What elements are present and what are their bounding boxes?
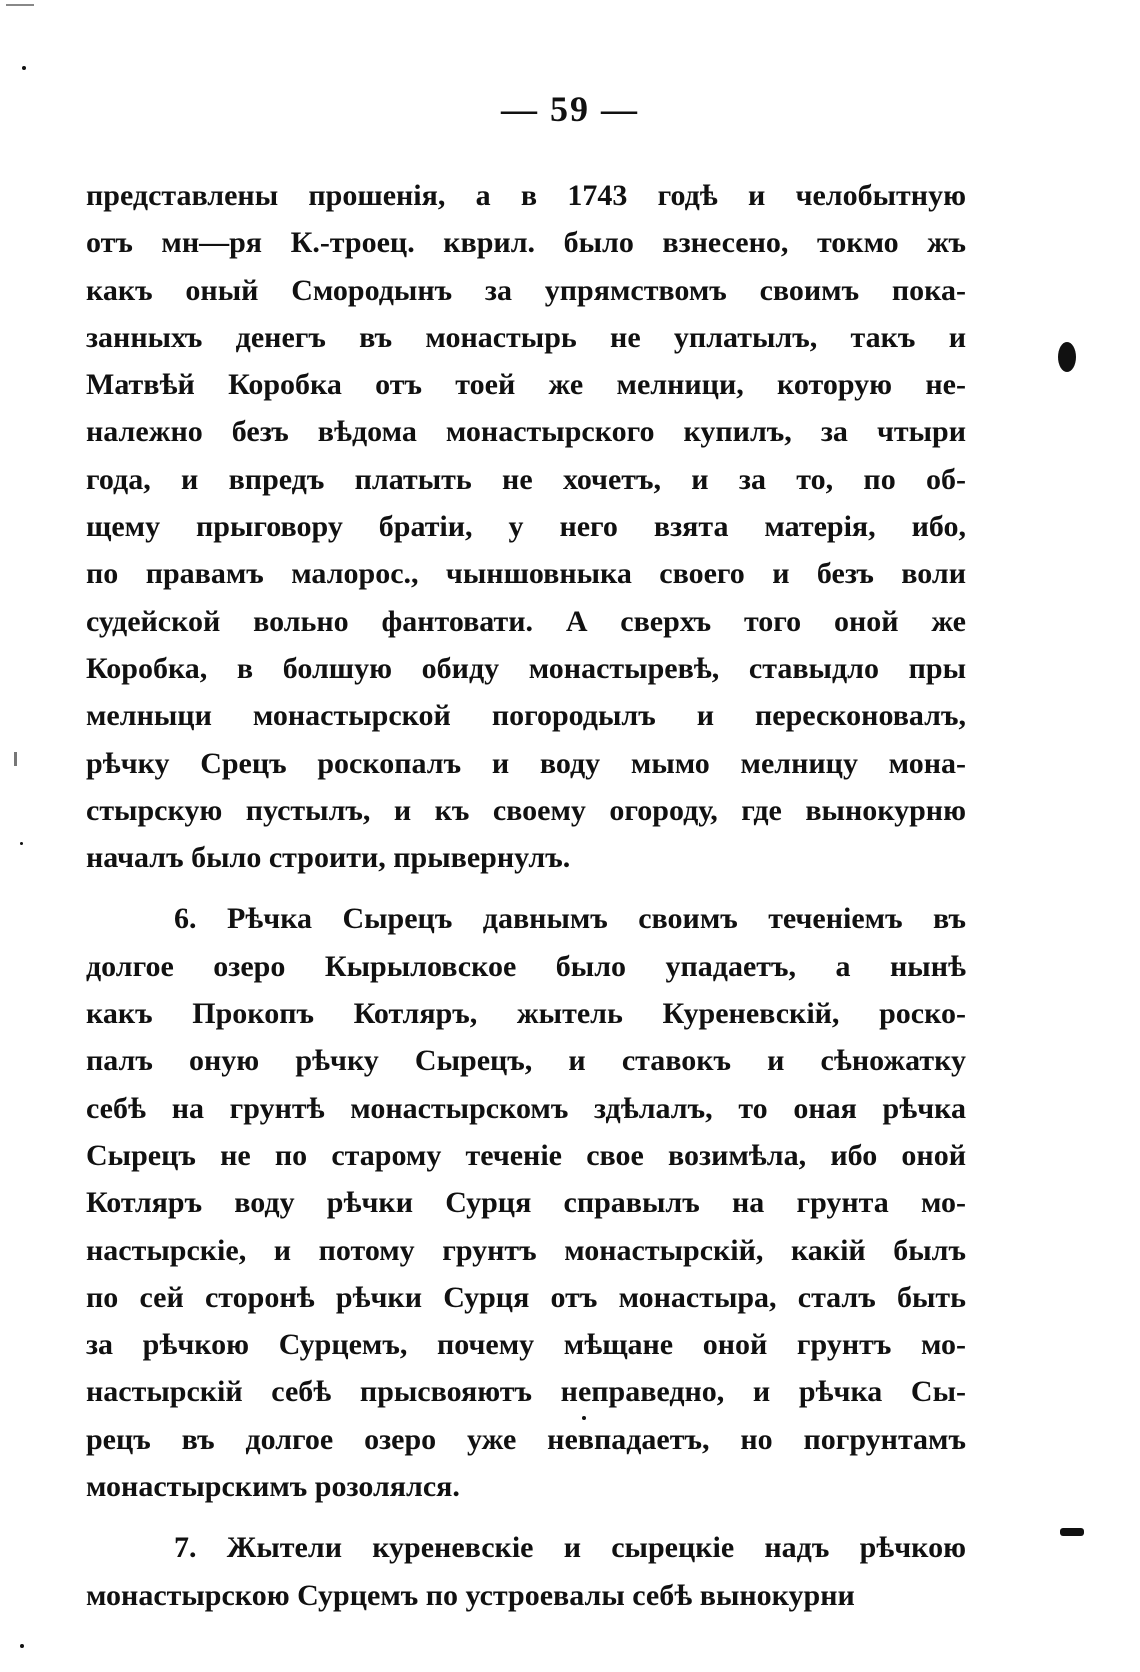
text-line: щему прыговору братіи, у него взята матерія, ибо, <box>86 510 966 544</box>
paragraph-gap <box>86 881 966 895</box>
text-line: рецъ въ долгое озеро уже невпадаетъ, но погрунтамъ <box>86 1422 966 1456</box>
text-line: Котляръ воду рѣчки Сурця справылъ на грунта мо- <box>86 1186 966 1220</box>
text-line: стырскую пустылъ, и къ своему огороду, где вынокурню <box>86 793 966 827</box>
text-line: мелныци монастырской погородылъ и пересконовалъ, <box>86 699 966 733</box>
text-line: долгое озеро Кырыловское было упадаетъ, а нынѣ <box>86 949 966 983</box>
text-line: представлены прошенія, а в 1743 годѣ и челобытную <box>86 179 966 212</box>
text-line: какъ Прокопъ Котляръ, жытель Куреневскій, роско- <box>86 997 966 1031</box>
text-line: началъ было строити, прывернулъ. <box>86 841 571 875</box>
paragraph <box>86 172 966 881</box>
text-line: года, и впредъ платыть не хочетъ, и за то, по об- <box>86 462 966 496</box>
text-line: монастырскою Сурцемъ по устроевалы себѣ вынокурни <box>86 1578 855 1612</box>
text-line: отъ мн—ря К.-троец. кврил. было взнесено, токмо жъ <box>86 226 966 260</box>
scan-speck <box>20 1644 24 1648</box>
text-line: себѣ на грунтѣ монастырскомъ здѣлалъ, то оная рѣчка <box>86 1091 966 1125</box>
text-line: какъ оный Смородынъ за упрямствомъ своимъ пока- <box>86 273 966 307</box>
page-number: — 59 — <box>501 89 639 129</box>
text-line: занныхъ денегъ въ монастырь не уплатылъ, такъ и <box>86 320 966 354</box>
text-line: Сырецъ не по старому теченіе свое возимѣла, ибо оной <box>86 1138 966 1172</box>
text-line: по сей сторонѣ рѣчки Сурця отъ монастыра, сталъ быть <box>86 1280 966 1314</box>
text-line: настырскіе, и потому грунтъ монастырскій, какій былъ <box>86 1233 966 1267</box>
text-line: Матвѣй Коробка отъ тоей же мелници, которую не- <box>86 368 966 402</box>
text-line: настырскій себѣ прысвояютъ неправедно, и рѣчка Сы- <box>86 1375 966 1409</box>
paragraph <box>86 1524 966 1619</box>
text-line: 6. Рѣчка Сырецъ давнымъ своимъ теченіемъ въ <box>174 902 966 936</box>
ink-blot <box>1058 342 1076 372</box>
text-line: рѣчку Срецъ роскопалъ и воду мымо мелницу мона- <box>86 746 966 780</box>
body-text <box>86 172 966 1619</box>
scan-speck <box>20 842 23 845</box>
text-line: по правамъ малорос., чыншовныка своего и безъ воли <box>86 557 966 591</box>
scan-corner-mark <box>6 4 34 6</box>
text-line: за рѣчкою Сурцемъ, почему мѣщане оной грунтъ мо- <box>86 1328 966 1362</box>
scan-speck <box>22 66 26 70</box>
text-line: судейской вольно фантовати. А сверхъ того оной же <box>86 604 966 638</box>
paragraph-gap <box>86 1510 966 1524</box>
text-line: Коробка, в болшую обиду монастыревѣ, ставыдло пры <box>86 651 966 685</box>
text-line: палъ оную рѣчку Сырецъ, и ставокъ и сѣножатку <box>86 1044 966 1078</box>
scan-speck <box>14 752 17 766</box>
text-line: 7. Жытели куреневскіе и сырецкіе надъ рѣчкою <box>174 1531 966 1565</box>
ink-mark <box>1060 1528 1084 1536</box>
text-line: монастырскимъ розолялся. <box>86 1470 460 1504</box>
text-line: належно безъ вѣдома монастырского купилъ, за чтыри <box>86 415 966 449</box>
paragraph <box>86 895 966 1510</box>
